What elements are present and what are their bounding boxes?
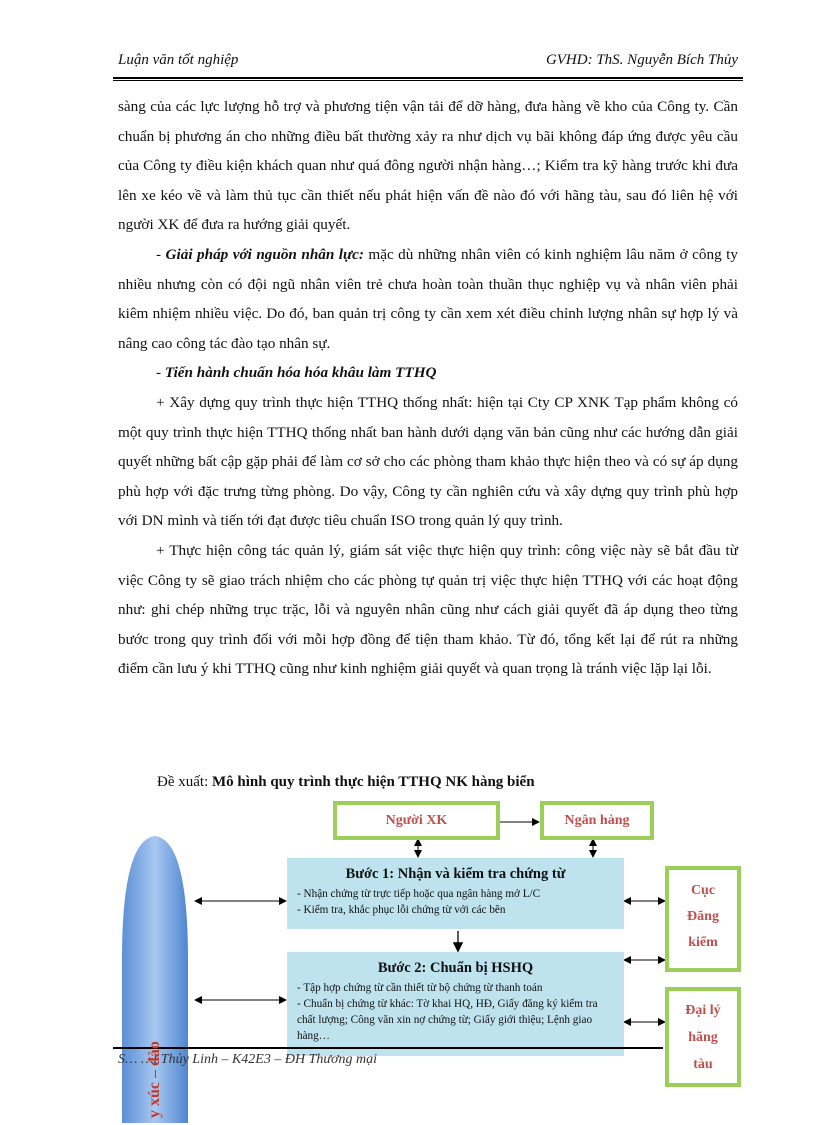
step-2-title: Bước 2: Chuẩn bị HSHQ <box>377 960 534 976</box>
header-left: Luận văn tốt nghiệp <box>118 52 239 68</box>
shipping-agent-box: Đại lý hãng tàu <box>665 987 741 1087</box>
bank-box: Ngân hàng <box>540 801 654 840</box>
page-footer: S… …ị Thủy Linh – K42E3 – ĐH Thương mại <box>118 1052 377 1067</box>
paragraph-2-title: Giải pháp với nguồn nhân lực: <box>165 245 364 263</box>
proposal-prefix: Đề xuất: <box>157 774 212 790</box>
paragraph-3-title: Tiến hành chuẩn hóa hóa khâu làm TTHQ <box>164 364 437 382</box>
vertical-label-text: y xúc – đào <box>146 1041 163 1118</box>
step-1-title: Bước 1: Nhận và kiểm tra chứng từ <box>345 866 566 882</box>
paragraph-1: sàng của các lực lượng hỗ trợ và phương tiện vận tải để dỡ hàng, đưa hàng về kho của Công ty. Cần chuẩn bị phương án cho những điều bất thường xảy ra như dịch vụ bãi không đáp ứng được yêu cầu của Công ty điều kiện khách quan như quá đông người nhận hàng…; Kiểm tra kỹ hàng trước khi đưa lên xe kéo về và làm thủ tục cần thiết nếu phát hiện vấn đề nào đó với hãng tàu, sau đó liên hệ với người XK để đưa ra hướng giải quyết. <box>118 98 738 234</box>
paragraph-4: + Xây dựng quy trình thực hiện TTHQ thống nhất: hiện tại Cty CP XNK Tạp phẩm không có một quy trình thực hiện TTHQ thống nhất ban hành dưới dạng văn bản cũng như các hướng dẫn giải quyết những bất cập gặp phải để làm cơ sở cho các phòng tham khảo thực hiện theo và có sự áp dụng phù hợp với đặc trưng từng phòng. Do vậy, Công ty cần nghiên cứu và xây dựng quy trình phù hợp với DN mình và tiến tới đạt được tiêu chuẩn ISO trong quản lý quy trình. <box>118 393 738 530</box>
step-2-item: - Tập hợp chứng từ cần thiết từ bộ chứng từ thanh toán <box>297 982 543 994</box>
proposal-title: Mô hình quy trình thực hiện TTHQ NK hàng biển <box>211 774 535 790</box>
exporter-box: Người XK <box>333 801 500 840</box>
step-2-box <box>287 952 624 1056</box>
paragraph-5: + Thực hiện công tác quản lý, giám sát việc thực hiện quy trình: công việc này sẽ bắt đầu từ việc Công ty sẽ giao trách nhiệm cho các phòng tự quản trị việc thực hiện TTHQ với các hoạt động như: ghi chép những trục trặc, lỗi và nguyên nhân cũng như cách giải quyết đã áp dụng theo từng bước trong quy trình đối với mỗi hợp đồng để tiện tham khảo. Từ đó, tổng kết lại để rút ra những điểm cần lưu ý khi TTHQ cũng như kinh nghiệm giải quyết và quan trọng là tránh việc lặp lại lỗi. <box>118 541 738 678</box>
paragraph-2-text: mặc dù những nhân viên có kinh nghiệm lâu năm ở công ty nhiều nhưng còn có đội ngũ nhân viên trẻ chưa hoàn toàn thuần thục nghiệp vụ và nhân viên phải kiêm nhiệm nhiều việc. Do đó, ban quản trị công ty cần xem xét điều chỉnh lượng nhân sự hợp lý và nâng cao công tác đào tạo nhân sự. <box>118 245 738 352</box>
inspection-box: Cục Đăng kiểm <box>665 866 741 972</box>
footer-rule <box>113 1047 663 1049</box>
step-2-item: - Chuẩn bị chứng từ khác: Tờ khai HQ, HĐ, Giấy đăng ký kiểm tra chất lượng; Công văn xin nợ chứng từ; Giấy giới thiệu; Lệnh giao hàng… <box>297 998 598 1042</box>
step-1-item: - Kiểm tra, khắc phục lỗi chứng từ với các bên <box>297 904 506 916</box>
vertical-label <box>117 1010 177 1120</box>
header-right: GVHD: ThS. Nguyễn Bích Thủy <box>545 52 738 68</box>
dash: - <box>156 245 166 263</box>
step-1-item: - Nhận chứng từ trực tiếp hoặc qua ngân hàng mở L/C <box>297 888 541 900</box>
dash: - <box>156 364 165 382</box>
step-1-box <box>287 858 624 929</box>
